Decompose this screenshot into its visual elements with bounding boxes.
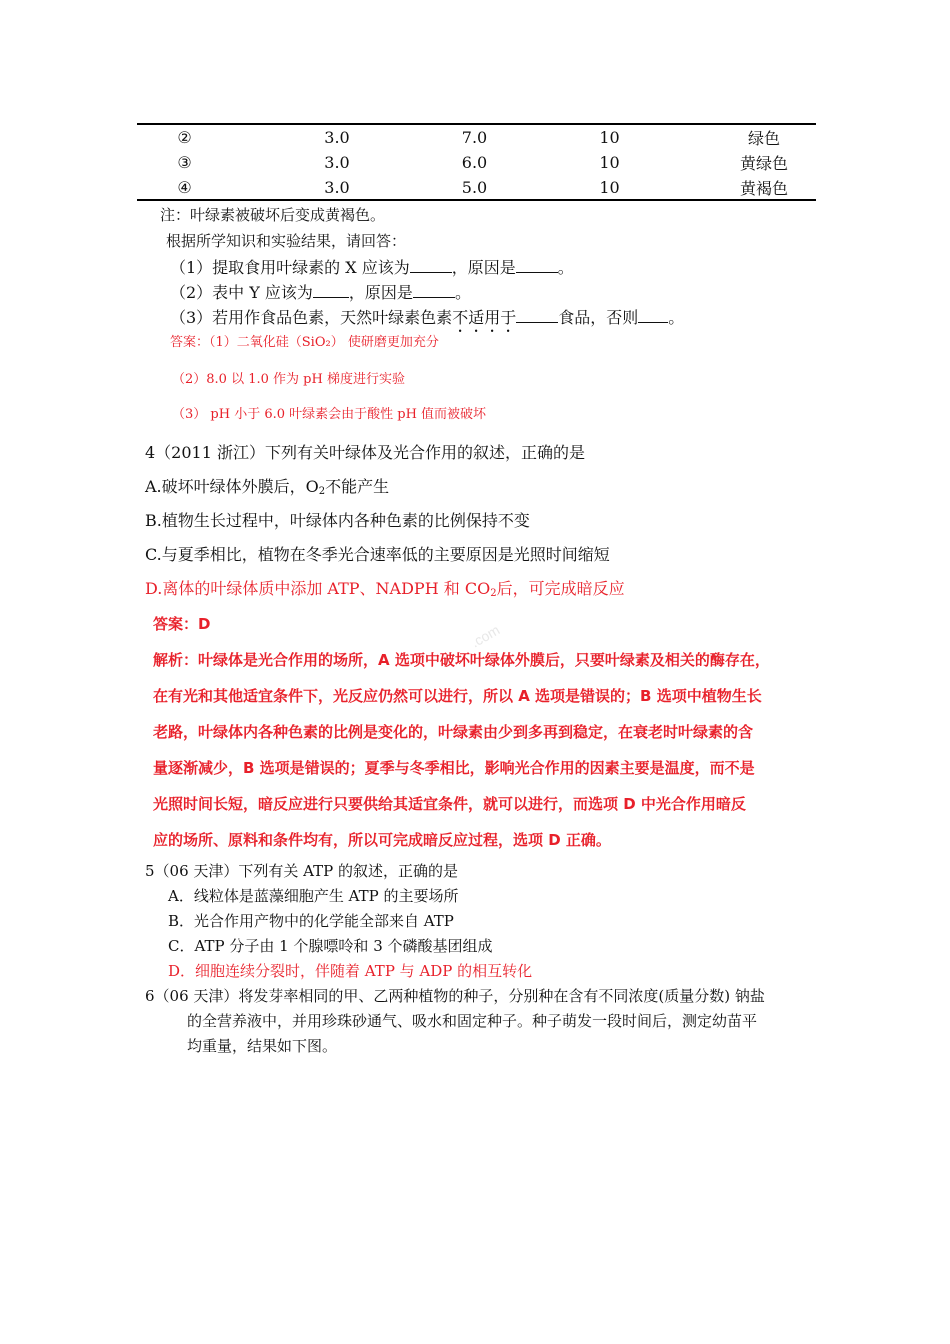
q4-option-a: A.破坏叶绿体外膜后，$O_2$不能产生 bbox=[145, 477, 390, 497]
q5-option-b: B．光合作用产物中的化学能全部来自 ATP bbox=[168, 912, 454, 930]
q5-stem: 5（06 天津）下列有关 ATP 的叙述，正确的是 bbox=[145, 862, 459, 880]
table-row bbox=[137, 175, 816, 200]
data-table bbox=[137, 125, 816, 200]
q3-answer-2: （2）8.0 以 1.0 作为 pH 梯度进行实验 bbox=[172, 372, 405, 387]
q3-part3: （3）若用作食品色素，天然叶绿素色素不适用于 食品，否则 。 bbox=[170, 308, 685, 327]
table-cell: 10 bbox=[599, 153, 620, 172]
q3-answer-3: （3） pH 小于 6.0 叶绿素会由于酸性 pH 值而被破坏 bbox=[172, 407, 487, 422]
q4-explanation-line: 光照时间长短，暗反应进行只要供给其适宜条件，就可以进行，而选项 D 中光合作用暗反 bbox=[153, 795, 746, 813]
q5-option-d: D．细胞连续分裂时，伴随着 ATP 与 ADP 的相互转化 bbox=[168, 962, 533, 980]
table-cell: 黄褐色 bbox=[739, 179, 788, 198]
q4-explanation-line: 在有光和其他适宜条件下，光反应仍然可以进行，所以 A 选项是错误的；B 选项中植物生长 bbox=[153, 687, 762, 705]
q3-intro: 根据所学知识和实验结果，请回答： bbox=[166, 232, 407, 250]
answer-blank bbox=[516, 258, 558, 273]
emphasis-text: 不适用于 bbox=[452, 308, 517, 327]
q5-option-c: C．ATP 分子由 1 个腺嘌呤和 3 个磷酸基团组成 bbox=[168, 937, 493, 955]
q4-option-d: D.离体的叶绿体质中添加 ATP、NADPH 和 $CO_2$后，可完成暗反应 bbox=[145, 579, 625, 599]
q4-answer: 答案：D bbox=[153, 615, 211, 633]
table-cell: 6.0 bbox=[461, 153, 488, 172]
table-cell: ② bbox=[177, 128, 192, 147]
table-cell: ③ bbox=[177, 153, 192, 172]
table-row bbox=[137, 150, 816, 175]
q4-explanation-line: 老路，叶绿体内各种色素的比例是变化的，叶绿素由少到多再到稳定，在衰老时叶绿素的含 bbox=[153, 723, 754, 741]
table-cell: 5.0 bbox=[461, 178, 488, 197]
q4-explanation-line: 量逐渐减少，B 选项是错误的；夏季与冬季相比，影响光合作用的因素主要是温度，而不是 bbox=[153, 759, 755, 777]
q3-answer-1: 答案：（1）二氧化硅（SiO₂） 使研磨更加充分 bbox=[170, 335, 439, 350]
watermark: .com bbox=[468, 621, 503, 651]
table-cell: 7.0 bbox=[461, 128, 488, 147]
q3-part2: （2）表中 Y 应该为 ，原因是 。 bbox=[170, 283, 471, 302]
table-cell: 3.0 bbox=[324, 178, 350, 197]
table-cell: 黄绿色 bbox=[739, 154, 788, 173]
table-cell: ④ bbox=[177, 178, 192, 197]
q6-line: 均重量，结果如下图。 bbox=[187, 1037, 338, 1055]
q4-stem: 4（2011 浙江）下列有关叶绿体及光合作用的叙述，正确的是 bbox=[145, 443, 585, 462]
table-cell: 绿色 bbox=[747, 129, 780, 148]
q4-option-c: C.与夏季相比，植物在冬季光合速率低的主要原因是光照时间缩短 bbox=[145, 545, 610, 564]
answer-blank bbox=[638, 308, 668, 323]
table-cell: 10 bbox=[599, 178, 620, 197]
answer-blank bbox=[413, 283, 455, 298]
q5-option-a: A．线粒体是蓝藻细胞产生 ATP 的主要场所 bbox=[168, 887, 459, 905]
q4-explanation-line: 应的场所、原料和条件均有，所以可完成暗反应过程，选项 D 正确。 bbox=[153, 831, 611, 849]
q3-part1: （1）提取食用叶绿素的 X 应该为 ，原因是 。 bbox=[170, 258, 574, 277]
answer-blank bbox=[410, 258, 452, 273]
table-cell: 10 bbox=[599, 128, 620, 147]
table-row bbox=[137, 125, 816, 150]
answer-blank bbox=[516, 308, 558, 323]
table-cell: 3.0 bbox=[324, 153, 350, 172]
q4-option-b: B.植物生长过程中，叶绿体内各种色素的比例保持不变 bbox=[145, 511, 530, 530]
answer-blank bbox=[313, 283, 349, 298]
q6-line: 的全营养液中，并用珍珠砂通气、吸水和固定种子。种子萌发一段时间后，测定幼苗平 bbox=[187, 1012, 758, 1030]
q6-line: 6（06 天津）将发芽率相同的甲、乙两种植物的种子，分别种在含有不同浓度(质量分数) 钠盐 bbox=[145, 987, 765, 1005]
table-cell: 3.0 bbox=[324, 128, 350, 147]
table-note: 注：叶绿素被破坏后变成黄褐色。 bbox=[160, 206, 386, 224]
q4-explanation-line: 解析：叶绿体是光合作用的场所，A 选项中破坏叶绿体外膜后，只要叶绿素及相关的酶存在， bbox=[153, 651, 770, 669]
